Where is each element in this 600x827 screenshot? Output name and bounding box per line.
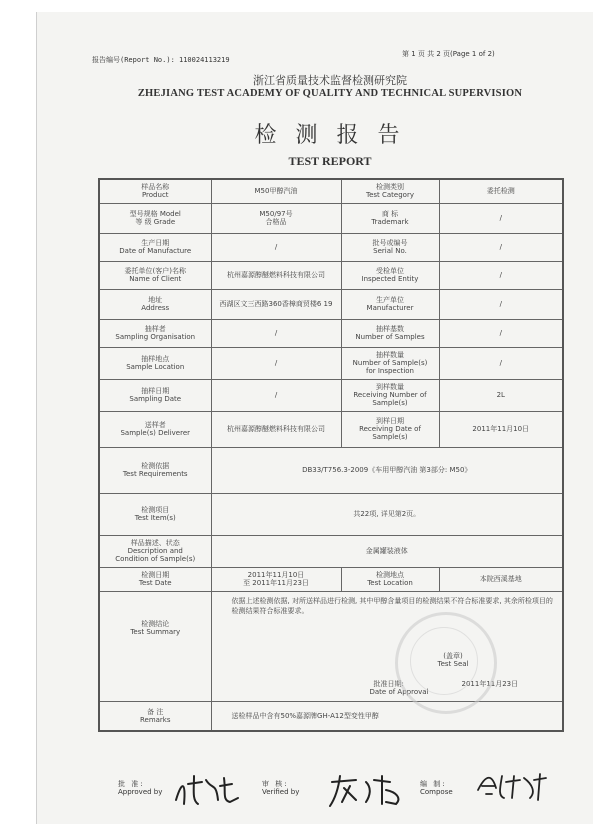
remarks-value: 送检样品中含有50%嘉源牌GH-A12型变性甲醇 — [211, 701, 563, 731]
row-sampling-date: 抽样日期 Sampling Date / 到样数量 Receiving Number of Sample(s) 2L — [99, 379, 563, 411]
org-name-cn: 浙江省质量技术监督检测研究院 — [253, 74, 407, 87]
row-model: 型号规格 Model 等 级 Grade M50/97号 合格品 商 标 Trademark / — [99, 203, 563, 233]
client-value: 杭州嘉源醇醚燃料科技有限公司 — [211, 261, 341, 289]
receiving-date-value: 2011年11月10日 — [439, 411, 563, 447]
org-name-en: ZHEJIANG TEST ACADEMY OF QUALITY AND TECHNICAL SUPERVISION — [137, 88, 523, 99]
row-summary: 检测结论 Test Summary 依据上述检测依据, 对所送样品进行检测, 其中甲醇含量项目的检测结果不符合标准要求, 其余所检项目的检测结果符合标准要求。 (盖章) Test Seal 批准日期: Date of Approval 2011年11月23日 — [99, 591, 563, 701]
approval-date-label: 批准日期: Date of Approval — [369, 679, 429, 696]
report-number: 报告编号(Report No.): 110024113219 — [92, 56, 230, 64]
summary-text: 依据上述检测依据, 对所送样品进行检测, 其中甲醇含量项目的检测结果不符合标准要求, 其余所检项目的检测结果符合标准要求。 — [231, 596, 553, 615]
verified-by-label: 审 核: Verified by — [262, 780, 300, 796]
report-title-en: TEST REPORT — [288, 154, 372, 168]
report-title-cn: 检 测 报 告 — [254, 123, 406, 148]
official-seal — [395, 612, 497, 714]
row-requirements: 检测依据 Test Requirements DB33/T756.3-2009《车用甲醇汽油 第3部分: M50》 — [99, 447, 563, 493]
signature-approved — [172, 770, 252, 814]
row-test-date: 检测日期 Test Date 2011年11月10日 至 2011年11月23日 检测地点 Test Location 本院西溪基地 — [99, 567, 563, 591]
row-location: 抽样地点 Sample Location / 抽样数量 Number of Sample(s) for Inspection / — [99, 347, 563, 379]
approved-by-label: 批 准: Approved by — [118, 780, 163, 796]
approval-date-value: 2011年11月23日 — [461, 679, 519, 688]
receiving-number-value: 2L — [439, 379, 563, 411]
seal-label: (盖章) Test Seal — [437, 651, 469, 668]
requirements-value: DB33/T756.3-2009《车用甲醇汽油 第3部分: M50》 — [211, 447, 563, 493]
row-address: 地址 Address 西湖区文三西路360香樟商贸楼6 19 生产单位 Manufacturer / — [99, 289, 563, 319]
row-description: 样品描述、状态 Description and Condition of Sample(s) 金属罐装液体 — [99, 535, 563, 567]
row-client: 委托单位(客户)名称 Name of Client 杭州嘉源醇醚燃料科技有限公司 受检单位 Inspected Entity / — [99, 261, 563, 289]
product-value: M50甲醇汽油 — [211, 179, 341, 203]
category-value: 委托检测 — [439, 179, 563, 203]
row-product: 样品名称 Product M50甲醇汽油 检测类别 Test Category 委托检测 — [99, 179, 563, 203]
compose-label: 编 制: Compose — [420, 780, 453, 796]
page-indicator: 第 1 页 共 2 页(Page 1 of 2) — [402, 50, 495, 58]
address-value: 西湖区文三西路360香樟商贸楼6 19 — [211, 289, 341, 319]
row-test-items: 检测项目 Test Item(s) 共22项, 详见第2页。 — [99, 493, 563, 535]
signature-verified — [326, 770, 416, 814]
row-sampler: 抽样者 Sampling Organisation / 抽样基数 Number of Samples / — [99, 319, 563, 347]
signature-compose — [474, 768, 554, 810]
row-manufacture-date: 生产日期 Date of Manufacture / 批号或编号 Serial No. / — [99, 233, 563, 261]
row-remarks: 备 注 Remarks 送检样品中含有50%嘉源牌GH-A12型变性甲醇 — [99, 701, 563, 731]
row-deliverer: 送样者 Sample(s) Deliverer 杭州嘉源醇醚燃料科技有限公司 到样日期 Receiving Date of Sample(s) 2011年11月10日 — [99, 411, 563, 447]
